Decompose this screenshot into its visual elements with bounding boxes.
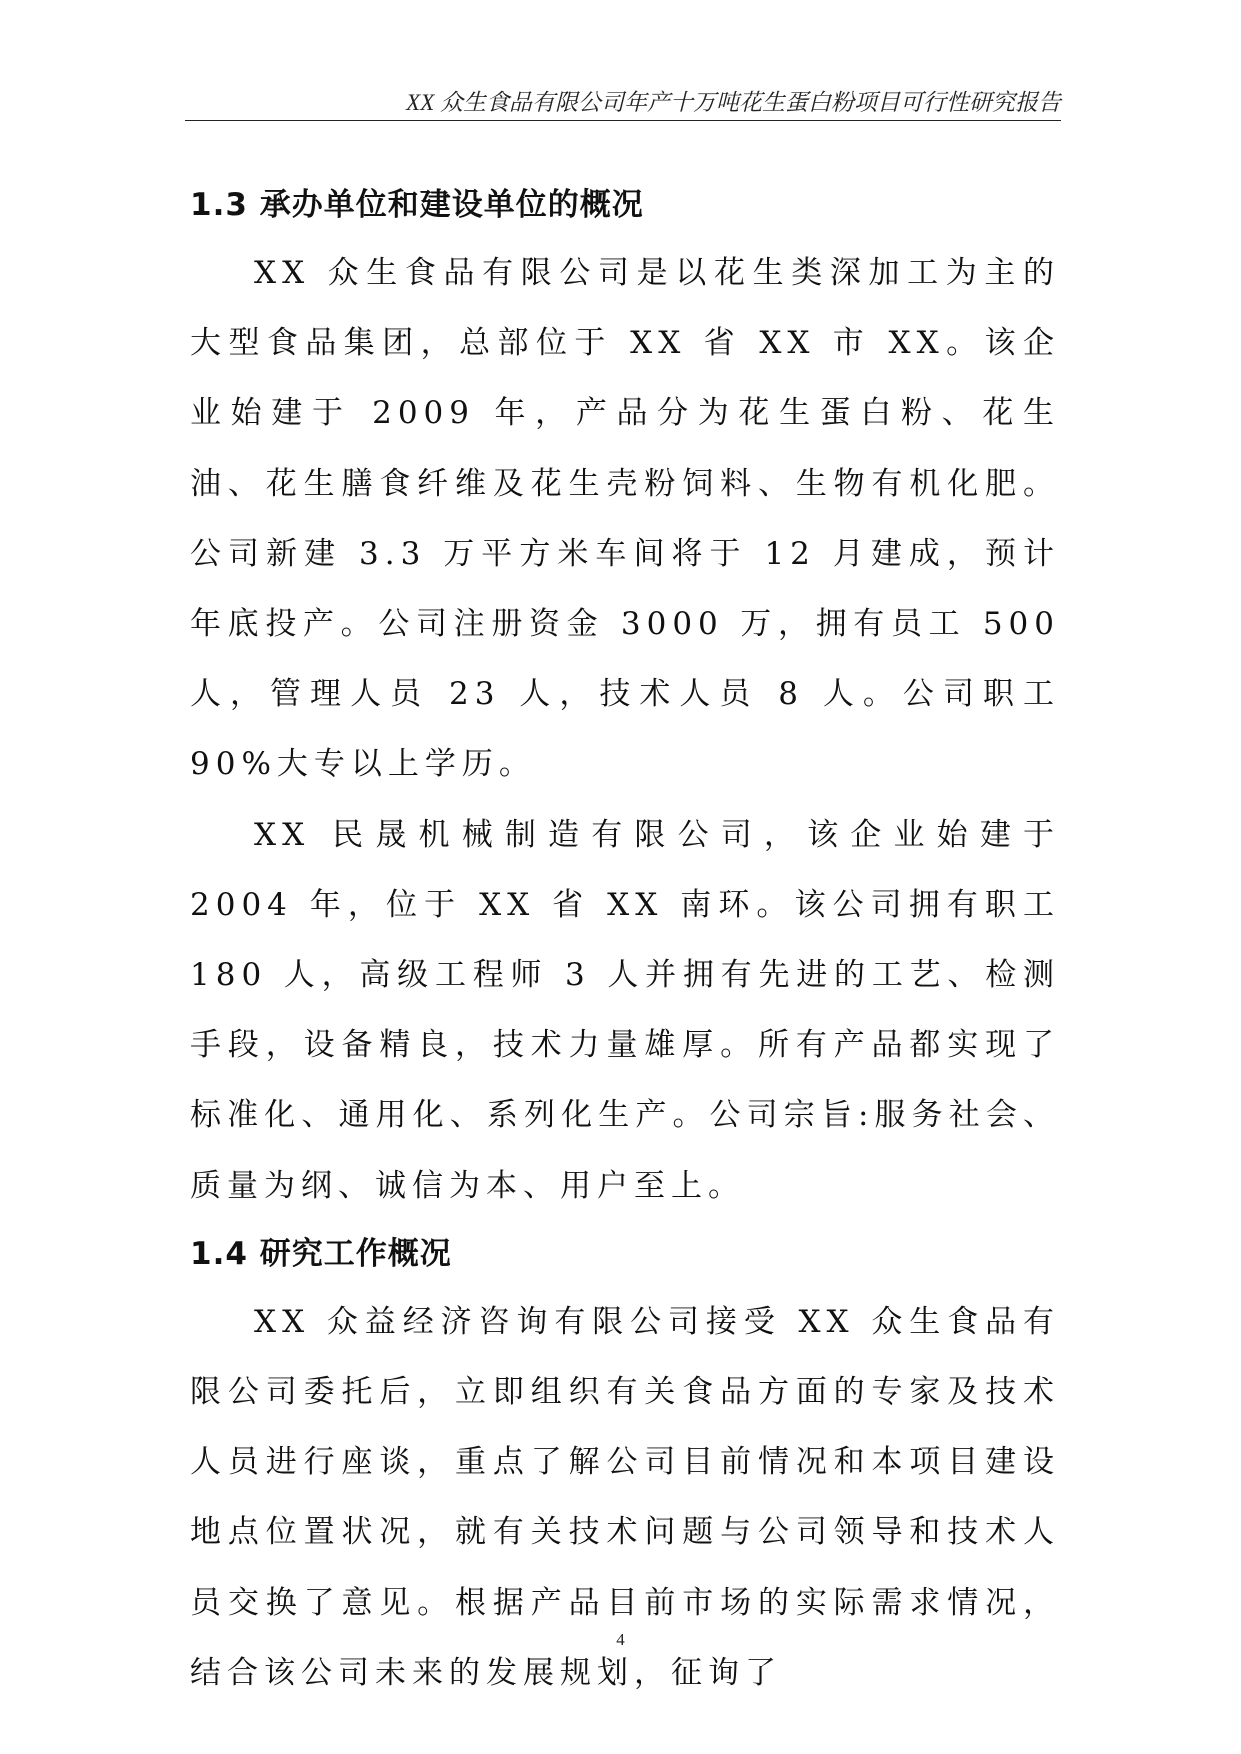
section-heading-1-4: 1.4 研究工作概况 — [190, 1235, 452, 1272]
paragraph-machinery-company: XX 民晟机械制造有限公司，该企业始建于 2004 年，位于 XX 省 XX 南环。该公司拥有职工 180 人，高级工程师 3 人并拥有先进的工艺、检测手段，设备精良，技术力量雄厚。所有产品都实现了标准化、通用化、系列化生产。公司宗旨:服务社会、质量为纲、诚信为本、用户至上。 — [190, 816, 1060, 1204]
section-heading-1-3: 1.3 承办单位和建设单位的概况 — [190, 187, 644, 223]
paragraph-company-overview: XX 众生食品有限公司是以花生类深加工为主的大型食品集团，总部位于 XX 省 XX 市 XX。该企业始建于 2009 年，产品分为花生蛋白粉、花生油、花生膳食纤维及花生壳粉饲料、生物有机化肥。公司新建 3.3 万平方米车间将于 12 月建成，预计年底投产。公司注册资金 3000 万，拥有员工 500 人，管理人员 23 人，技术人员 8 人。公司职工 90%大专以上学历。 — [190, 255, 1060, 783]
running-header: XX 众生食品有限公司年产十万吨花生蛋白粉项目可行性研究报告 — [406, 90, 1061, 115]
page-number: 4 — [616, 1630, 625, 1649]
document-body — [190, 172, 1060, 1708]
paragraph-research-overview: XX 众益经济咨询有限公司接受 XX 众生食品有限公司委托后，立即组织有关食品方面的专家及技术人员进行座谈，重点了解公司目前情况和本项目建设地点位置状况，就有关技术问题与公司领导和技术人员交换了意见。根据产品目前市场的实际需求情况，结合该公司未来的发展规划，征询了 — [190, 1303, 1060, 1691]
header-rule — [185, 120, 1061, 121]
